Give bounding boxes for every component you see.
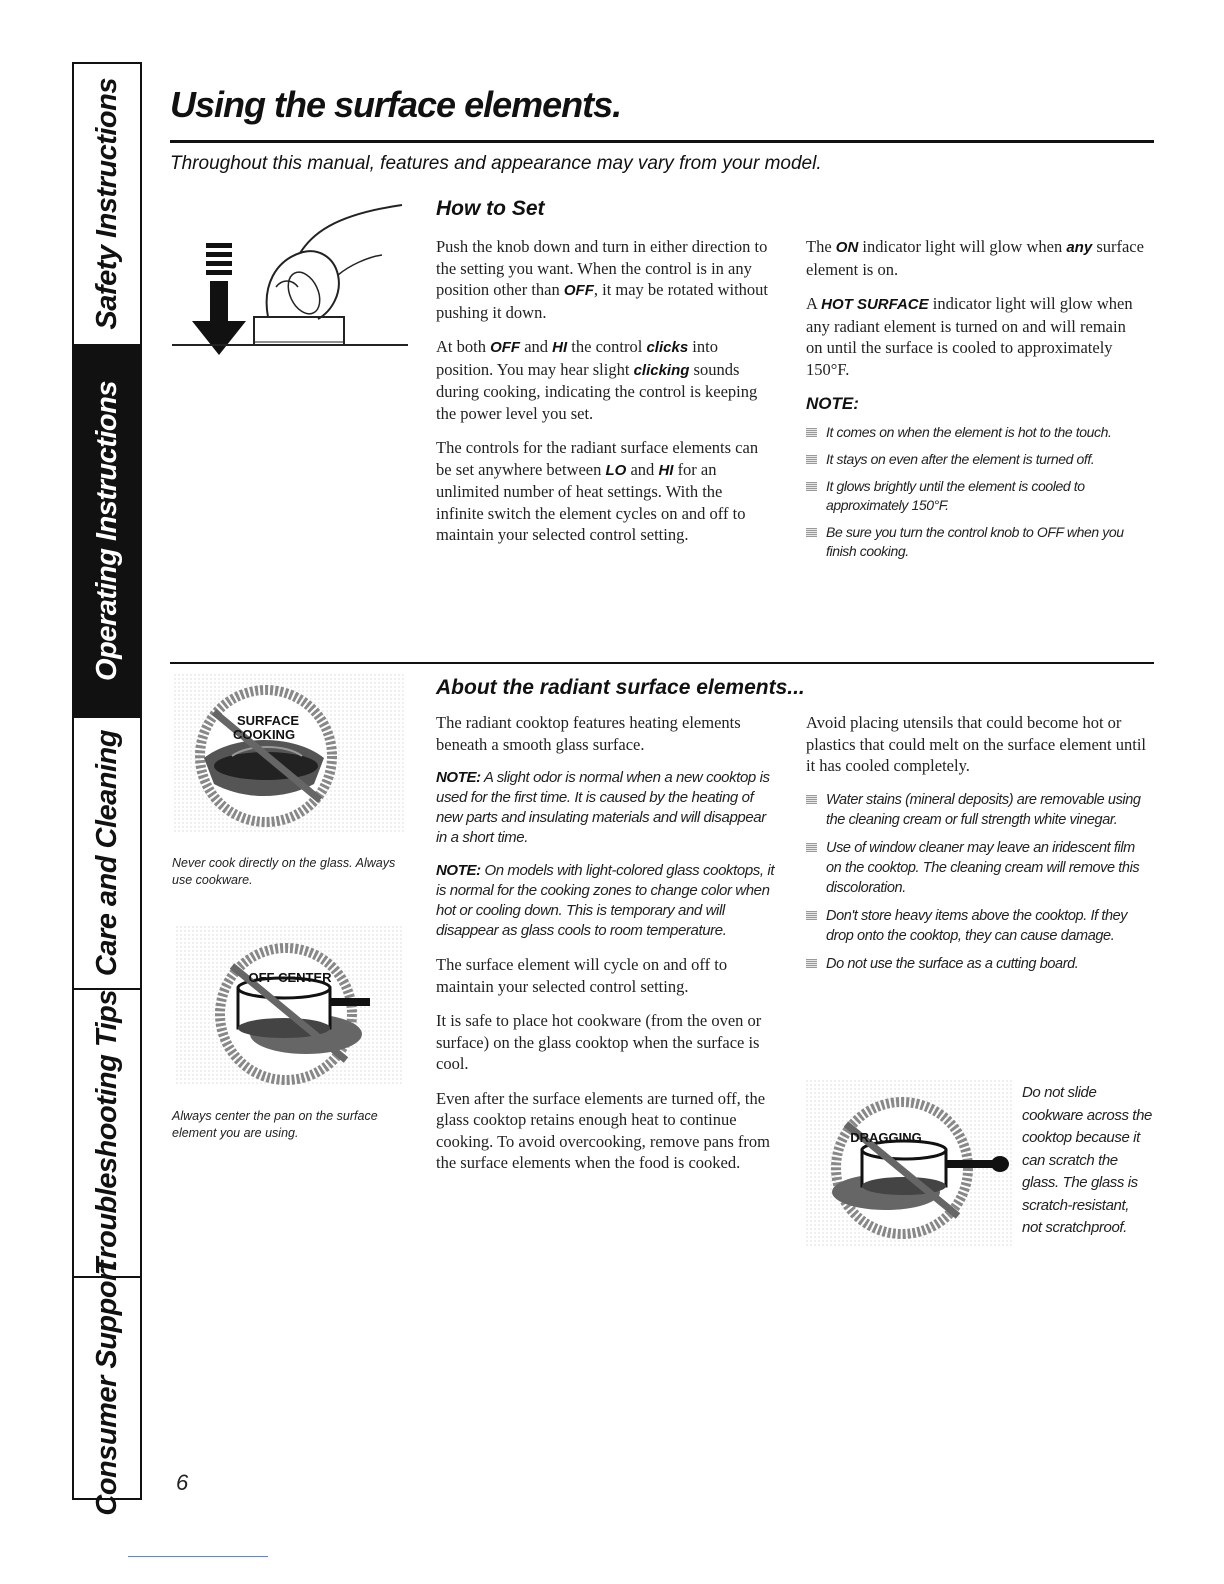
text-run: At both — [436, 337, 491, 356]
about-paragraph-4: Even after the surface elements are turned off, the glass cooktop retains enough heat to continue cooking. To avoid overcooking, remove pans from the surface elements when the food is cooked. — [436, 1088, 770, 1172]
about-paragraph-3: It is safe to place hot cookware (from the oven or surface) on the glass cooktop when the surface is cool. — [436, 1011, 762, 1073]
text-run: The controls for the radiant surface elements can be set anywhere between — [436, 438, 759, 479]
emphasis-on: ON — [835, 239, 859, 256]
footer-link-underline — [128, 1556, 268, 1557]
surface-cooking-figure — [174, 674, 406, 834]
bullet-icon — [806, 911, 817, 920]
how-to-set-paragraph-3 — [436, 437, 770, 546]
bullet-icon — [806, 843, 817, 852]
surface-cooking-stamp-line1: SURFACE — [236, 713, 300, 728]
dragging-figure — [806, 1080, 1014, 1248]
list-item — [806, 523, 1146, 561]
emphasis-clicking: clicking — [633, 361, 690, 379]
list-item — [806, 450, 1146, 469]
about-care-list — [806, 790, 1152, 974]
knob-push-illustration — [172, 195, 408, 395]
about-paragraph-2: The surface element will cycle on and off to maintain your selected control setting. — [436, 955, 728, 996]
off-center-caption: Always center the pan on the surface element you are using. — [172, 1109, 378, 1140]
text-run: and — [520, 337, 553, 356]
tab-safety-instructions[interactable] — [74, 64, 140, 346]
list-item — [806, 790, 1152, 830]
text-run: for an unlimited number of heat settings. With the infinite switch the element cycles on and off to maintain your selected control setting. — [436, 459, 746, 544]
about-note-1 — [436, 768, 780, 848]
about-right-paragraph: Avoid placing utensils that could become hot or plastics that could melt on the surface element until it has cooled completely. — [806, 713, 1146, 775]
tab-label: Operating Instructions — [90, 381, 123, 681]
list-item — [806, 838, 1152, 898]
how-to-set-column-right — [806, 236, 1146, 569]
note-text: A slight odor is normal when a new cooktop is used for the first time. It is caused by the heating of new parts and insulating materials and will disappear in a short time. — [436, 769, 770, 846]
emphasis-clicks: clicks — [646, 339, 689, 356]
about-column-right — [806, 712, 1152, 982]
tab-care-and-cleaning[interactable] — [74, 718, 140, 990]
section-sidebar — [72, 62, 142, 1516]
dragging-stamp: DRAGGING — [850, 1130, 922, 1145]
list-item-text: Water stains (mineral deposits) are removable using the cleaning cream or full strength white vinegar. — [826, 791, 1141, 828]
off-center-figure — [176, 926, 402, 1086]
on-indicator-paragraph — [806, 236, 1146, 280]
page-title: Using the surface elements. — [170, 84, 622, 125]
section-divider — [170, 662, 1154, 664]
text-run: into position. You may hear slight — [436, 337, 718, 379]
bullet-icon — [806, 482, 817, 491]
emphasis-hi: HI — [552, 339, 568, 356]
list-item-text: Be sure you turn the control knob to OFF when you finish cooking. — [826, 523, 1124, 559]
tab-operating-instructions[interactable] — [74, 346, 140, 718]
hot-surface-paragraph — [806, 293, 1146, 380]
text-run: surface element is on. — [806, 237, 1144, 279]
note-heading: NOTE: — [806, 394, 859, 413]
bullet-icon — [806, 455, 817, 464]
list-item-text: Do not use the surface as a cutting board. — [826, 955, 1079, 972]
tab-label: Consumer Support — [90, 1260, 123, 1516]
surface-cooking-stamp-line2: COOKING — [232, 727, 296, 742]
emphasis-hot-surface: HOT SURFACE — [821, 296, 929, 313]
list-item-text: Use of window cleaner may leave an iridescent film on the cooktop. The cleaning cream will remove this discoloration. — [826, 839, 1140, 896]
note-text: On models with light-colored glass cooktops, it is normal for the cooking zones to change color when hot or cooling down. This is temporary and will disappear as glass cools to room temperature. — [436, 862, 775, 939]
list-item-text: It glows brightly until the element is cooled to approximately 150°F. — [826, 477, 1085, 513]
tab-label: Safety Instructions — [90, 78, 123, 330]
emphasis-lo: LO — [605, 461, 627, 479]
about-note-2 — [436, 861, 780, 941]
surface-cooking-caption: Never cook directly on the glass. Always use cookware. — [172, 856, 396, 887]
how-to-set-paragraph-1 — [436, 236, 770, 323]
text-run: The — [806, 237, 836, 256]
about-heading: About the radiant surface elements... — [436, 676, 805, 699]
bullet-icon — [806, 959, 817, 968]
text-run: indicator light will glow when any radiant element is turned on and will remain on until the surface is cooled to approximately 150°F. — [806, 294, 1133, 379]
page-subtitle: Throughout this manual, features and appearance may vary from your model. — [170, 153, 822, 174]
emphasis-hi: HI — [658, 461, 674, 479]
tab-troubleshooting-tips[interactable] — [74, 990, 140, 1278]
text-run: Push the knob down and turn in either direction to the setting you want. When the control is in any position other than — [436, 237, 768, 299]
list-item-text: It comes on when the element is hot to the touch. — [826, 423, 1112, 440]
text-run: A — [806, 294, 822, 313]
bullet-icon — [806, 428, 817, 437]
note-label: NOTE: — [436, 769, 481, 786]
list-item — [806, 477, 1146, 515]
text-run: indicator light will glow when — [858, 237, 1067, 256]
tab-label: Troubleshooting Tips — [90, 990, 123, 1276]
list-item — [806, 954, 1152, 974]
text-run: , it may be rotated without pushing it down. — [436, 280, 768, 322]
text-run: sounds during cooking, indicating the control is keeping the power level you set. — [436, 359, 758, 423]
how-to-set-paragraph-2 — [436, 336, 770, 424]
dragging-caption: Do not slide cookware across the cooktop because it can scratch the glass. The glass is scratch-resistant, not scratchproof. — [1022, 1084, 1152, 1236]
page-number: 6 — [176, 1470, 189, 1495]
bullet-icon — [806, 528, 817, 537]
text-run: and — [626, 459, 659, 479]
emphasis-off: OFF — [490, 339, 521, 356]
emphasis-any: any — [1066, 239, 1093, 256]
list-item-text: Don't store heavy items above the cooktop. If they drop onto the cooktop, they can cause damage. — [826, 907, 1128, 944]
text-run: the control — [567, 337, 647, 356]
about-paragraph-1: The radiant cooktop features heating elements beneath a smooth glass surface. — [436, 713, 741, 754]
list-item-text: It stays on even after the element is turned off. — [826, 450, 1095, 467]
list-item — [806, 423, 1146, 442]
list-item — [806, 906, 1152, 946]
tab-label: Care and Cleaning — [90, 729, 123, 977]
note-label: NOTE: — [436, 862, 481, 879]
tab-consumer-support[interactable] — [74, 1260, 140, 1516]
emphasis-off: OFF — [563, 282, 594, 299]
about-column-left — [436, 712, 780, 1187]
how-to-set-column-left — [436, 236, 770, 559]
hot-surface-notes — [806, 423, 1146, 561]
bullet-icon — [806, 795, 817, 804]
title-rule — [170, 140, 1154, 143]
off-center-stamp: OFF CENTER — [248, 970, 332, 985]
how-to-set-heading: How to Set — [436, 197, 545, 220]
